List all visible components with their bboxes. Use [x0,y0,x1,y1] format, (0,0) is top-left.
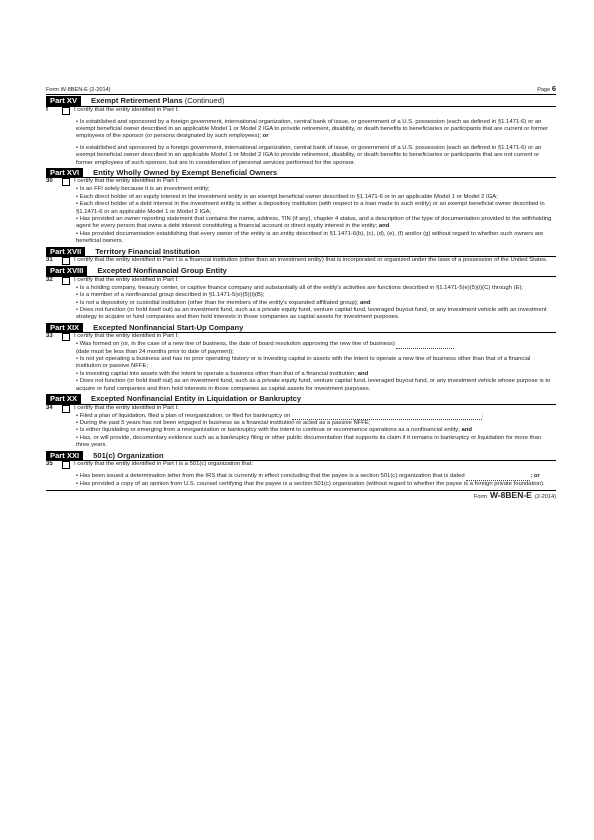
checkbox-line-f[interactable] [62,107,70,115]
checkbox-line-34[interactable] [62,405,70,413]
bullet-note: (date must be less than 24 months prior to date of payment); [76,348,234,355]
line-31 [46,257,556,265]
part-xv-header [46,96,556,107]
bullet: • Does not function (or hold itself out) as an investment fund, such as a private equity fund, venture capital fund, leveraged buyout fund, or any investment vehicle with an investment strategy to acquire or fund companies and then hold interests in those companies as capital assets for investment purposes. [76,306,547,321]
line-number: f [46,106,48,113]
bullet: • Has provided an owner reporting statement that contains the name, address, TIN (if any), chapter 4 status, and a description of the type of documentation provided to the withholding agent for every person that owns a debt interest constituting a financial account or direct equity interest in the entity; and [76,216,552,230]
formation-date-field[interactable] [396,342,454,349]
line-32 [46,277,556,285]
line-number: 32 [46,276,53,283]
bankruptcy-date-field[interactable] [292,413,482,420]
bullet: • Is established and sponsored by a foreign government, international organization, central bank of issue, or government of a U.S. possession (each as defined in §1.1471-6) or an exempt beneficial owner described in an applicable Model 1 or Model 2 IGA to provide retirement, disability, or death benefits to beneficiaries or participants that are current or former employees of the sponsor (or persons designated by such employees); or [76,118,549,140]
line-f [46,107,556,115]
determination-date-field[interactable] [466,474,530,481]
checkbox-line-33[interactable] [62,333,70,341]
bullet: • Is either liquidating or emerging from a reorganization or bankruptcy with the intent to continue or recommence operations as a nonfinancial entity; and [76,427,472,434]
part-label: Part XVIII [46,266,87,276]
bullet: • Each direct holder of a debt interest in the investment entity is either a depository institution (with respect to a loan made to such entity) or an exempt beneficial owner described in §1.1471-6 or an applicable Model 1 or Model 2 IGA; [76,201,545,215]
part-title: 501(c) Organization [93,450,164,460]
bullet: • Is a member of a nonfinancial group described in §1.1471-5(e)(5)(i)(B); [76,292,265,299]
part-label: Part XIX [46,323,83,333]
line-34 [46,405,556,413]
page-footer: Form W-8BEN-E (2-2014) [46,490,556,501]
bullet: • Has provided documentation establishing that every owner of the entity is an entity described in §1.1471-6(b), (c), (d), (e), (f) and/or (g) without regard to whether such owners are beneficial owners. [76,230,544,245]
part-xvi-header [46,168,556,179]
part-label: Part XVI [46,168,83,178]
line-text: I certify that the entity identified in Part I: [74,106,179,113]
part-xix-header [46,323,556,334]
part-title: Entity Wholly Owned by Exempt Beneficial Owners [93,167,278,177]
part-title: Excepted Nonfinancial Entity in Liquidation or Bankruptcy [91,394,302,404]
line-text: I certify that the entity identified in Part I: [74,276,179,283]
bullet: • Has provided a copy of an opinion from U.S. counsel certifying that the payee is a section 501(c) organization (without regard to whether the payee is a foreign private foundation). [76,480,545,487]
bullet: • Is investing capital into assets with the intent to operate a business other than that of a financial institution; and [76,370,369,377]
part-title: Exempt Retirement Plans (Continued) [91,96,225,106]
part-title: Excepted Nonfinancial Start-Up Company [93,322,244,332]
line-number: 34 [46,404,53,411]
bullet: • Does not function (or hold itself out) as an investment fund, such as a private equity fund, venture capital fund, leveraged buyout fund, or any investment vehicle whose purpose is to acquire or fund companies and then hold interests in those companies as capital assets for investment purposes. [76,378,551,392]
bullet: • Is a holding company, treasury center, or captive finance company and substantially all of the entity's activities are functions described in §1.1471-5(e)(5)(i)(C) through (E); [76,284,524,291]
bullet: • Has, or will provide, documentary evidence such as a bankruptcy filing or other public documentation that supports its claim if it remains in bankruptcy or liquidation for more than three years. [76,434,542,449]
part-xxi-header [46,451,556,462]
bullet: • Is not a depository or custodial institution (other than for members of the entity's expanded affiliated group); and [76,299,371,306]
bullet: • Is not yet operating a business and has no prior operating history or is investing capital in assets with the intent to operate a new line of business other than that of a financial institution or passive NFFE; [76,356,531,370]
part-title: Territory Financial Institution [95,246,200,256]
bullet: • Is established and sponsored by a foreign government, international organization, central bank of issue, or government of a U.S. possession (each as defined in §1.1471-6) or an exempt beneficial owner described in an applicable Model 1 or Model 2 IGA to provide retirement, disability, or death benefits to beneficiaries or participants that are not current or former employees of such sponsor, but are in consideration of personal services performed for the sponsor. [76,144,542,166]
form-page [46,84,556,501]
form-id: Form W-8BEN-E (2-2014) [46,86,111,93]
line-text: I certify that the entity identified in Part I: [74,404,179,411]
line-35 [46,461,556,469]
checkbox-line-35[interactable] [62,461,70,469]
bullet: • During the past 5 years has not been engaged in business as a financial institution or acted as a passive NFFE; [76,419,371,426]
form-revision: (2-2014) [534,493,556,500]
line-30 [46,178,556,186]
part-label: Part XX [46,394,81,404]
bullet: • Each direct holder of an equity interest in the investment entity is an exempt beneficial owner described in §1.1471-6 or in an applicable Model 1 or Model 2 IGA; [76,193,498,200]
bullet: • Has been issued a determination letter from the IRS that is currently in effect concluding that the payee is a section 501(c) organization that is dated ; or [76,473,540,480]
page-number: Page 6 [537,83,556,93]
checkbox-line-32[interactable] [62,277,70,285]
line-number: 30 [46,178,53,185]
part-label: Part XXI [46,451,83,461]
line-33 [46,333,556,341]
form-name: W-8BEN-E [489,489,532,500]
bullet: • Was formed on (or, in the case of a new line of business, the date of board resolution approving the new line of business) [46,341,556,348]
part-xviii-header [46,266,556,277]
line-text: I certify that the entity identified in Part I is a 501(c) organization that: [74,461,254,468]
bullet: • Filed a plan of liquidation, filed a plan of reorganization, or filed for bankruptcy on ; [76,412,484,419]
part-xx-header [46,394,556,405]
line-number: 31 [46,257,53,264]
checkbox-line-30[interactable] [62,178,70,186]
line-text: I certify that the entity identified in Part I: [74,178,179,185]
line-number: 35 [46,461,53,468]
line-text: I certify that the entity identified in Part I: [74,333,179,340]
checkbox-line-31[interactable] [62,257,70,265]
part-label: Part XV [46,96,81,106]
bullet: • Is an FFI solely because it is an investment entity; [76,186,210,193]
line-text: I certify that the entity identified in Part I is a financial institution (other than an investment entity) that is incorporated or organized under the laws of a possession of the United States. [74,257,548,264]
part-label: Part XVII [46,247,85,257]
part-title: Excepted Nonfinancial Group Entity [97,266,227,276]
part-xvii-header [46,247,556,258]
line-number: 33 [46,333,53,340]
page-header [46,84,556,95]
